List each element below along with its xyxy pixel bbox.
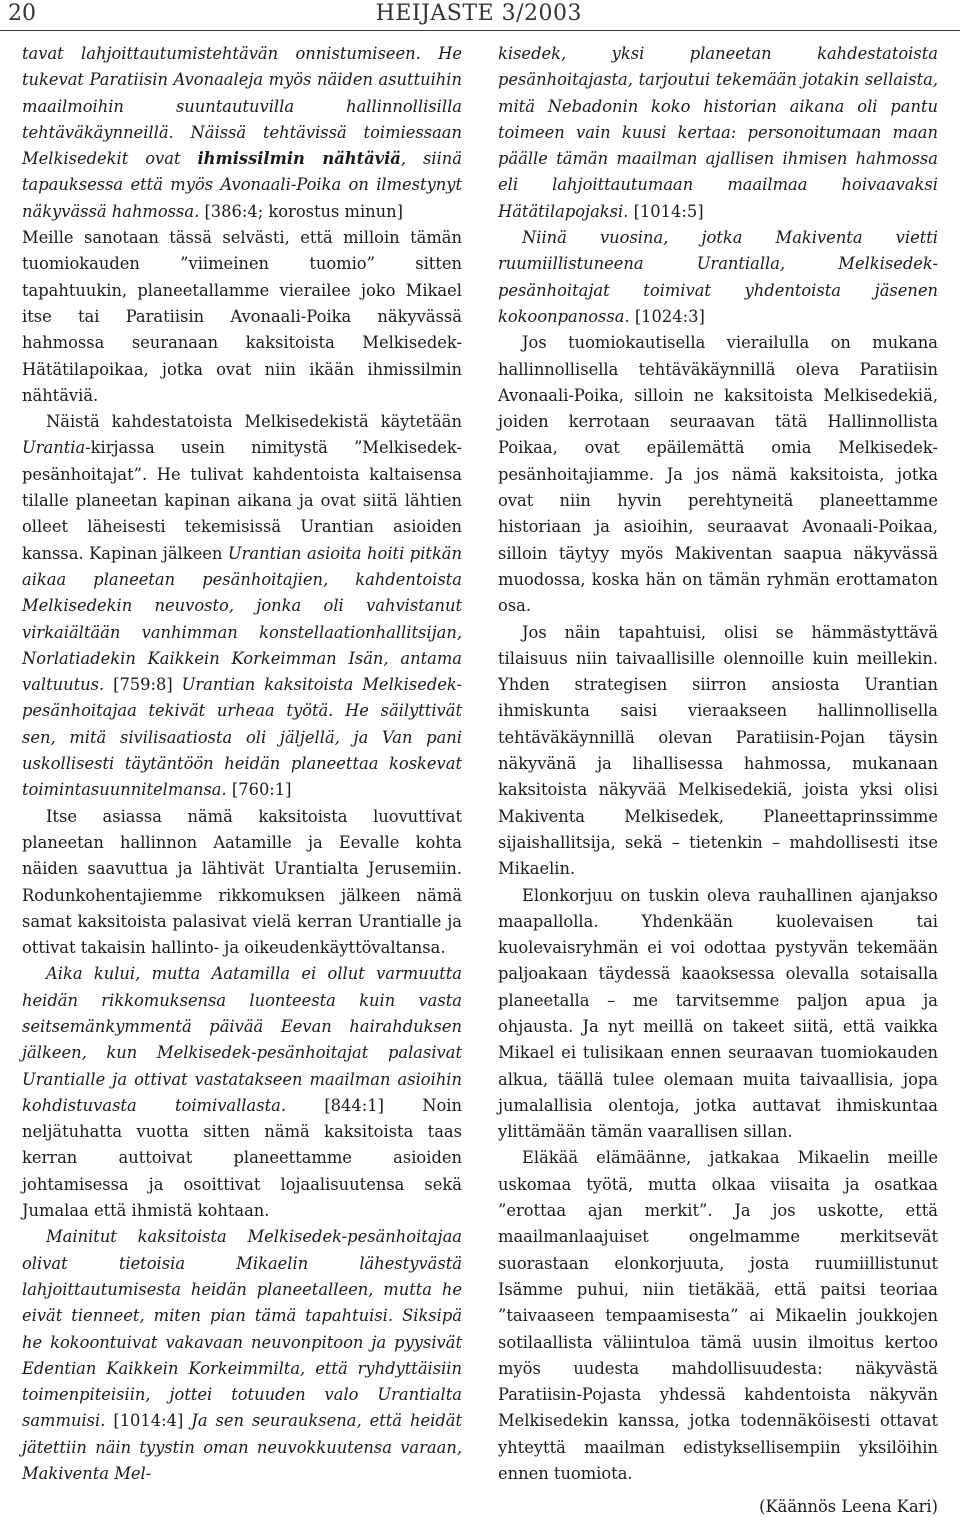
citation: [1014:4]	[105, 1411, 192, 1431]
book-title: Urantia	[22, 438, 86, 458]
quote-text: Urantian kaksitoista Melkisedek-pesänhoitajaa tekivät urheaa työtä. He säilyttivät sen, mitä sivilisaatiosta oli jäljellä, ja Van pani uskollisesti täytäntöön heidän planeettaa koskevat toimintasuunnitelmansa.	[22, 675, 462, 800]
page-number: 20	[8, 1, 36, 26]
page-header	[0, 0, 960, 30]
quote-text: Niinä vuosina, jotka Makiventa vietti ruumiillistuneena Urantialla, Melkisedek-pesänhoitajat toimivat yhdentoista jäsenen kokoonpanossa.	[498, 228, 938, 326]
paragraph	[498, 225, 938, 330]
quote-text: Mainitut kaksitoista Melkisedek-pesänhoitajaa olivat tietoisia Mikaelin lähestyvästä lahjoittautumisesta heidän planeetalleen, mutta he eivät tienneet, miten pian tämä tapahtuisi. Siksipä he kokoontuivat vakavaan neuvonpitoon ja pyysivät Edentian Kaikkein Korkeimmilta, että ryhdyttäisiin toimenpiteisiin, jottei totuuden valo Urantialta sammuisi.	[22, 1227, 462, 1431]
paragraph: Elonkorjuu on tuskin oleva rauhallinen ajanjakso maapallolla. Yhdenkään kuolevaisen tai kuolevaisryhmän ei voi odottaa pystyvän tekemään paljoakaan täydessä kaaoksessa olevalla sotaisalla planeetalla – me tarvitsemme paljon apua ja ohjausta. Ja nyt meillä on takeet siitä, että vaikka Mikael ei tulisikaan ennen seuraavan tuomiokauden alkua, täällä tulee olemaan muita taivaallisia, jopa jumalallisia olentoja, jotka auttavat ihmiskuntaa ylittämään tämän vaarallisen sillan.	[498, 885, 938, 1142]
emphasis-text: ihmissilmin nähtäviä	[197, 149, 401, 169]
paragraph: Jos tuomiokautisella vierailulla on mukana hallinnollisella tehtäväkäynnillä oleva Paratiisin Avonaali-Poika, silloin ne kaksitoista Melkisedekiä, joiden kerrotaan seuraavan tätä Hallinnollista Poikaa, ovat epäilemättä omia Melkisedek-pesänhoitajiamme. Ja jos nämä kaksitoista, jotka ovat niin hyvin perehtyneitä planeettamme historiaan ja asioihin, seuraavat Avonaali-Poikaa, silloin täytyy myös Makiventan saapua näkyvässä muodossa, koska hän on tämän ryhmän erottamaton osa.	[498, 333, 938, 616]
paragraph: Aika kului, mutta Aatamilla ei ollut varmuutta heidän rikkomuksensa luonteesta kuin vasta seitsemänkymmentä päivää Eevan hairahduksen jälkeen, kun Melkisedek-pesänhoitajat palasivat Urantialle ja ottivat vastatakseen maailman asioihin kohdistuvasta toimivallasta. [844:1] Noin neljätuhatta vuotta sitten nämä kaksitoista taas kerran auttoivat planeettamme asioiden johtamisessa ja osoittivat lojaalisuutensa sekä Jumalaa että ihmistä kohtaan.	[22, 964, 462, 1221]
paragraph	[22, 41, 462, 225]
header-rule	[0, 30, 960, 31]
citation: [1024:3]	[629, 306, 705, 326]
paragraph	[22, 1224, 462, 1487]
paragraph: Jos näin tapahtuisi, olisi se hämmästyttävä tilaisuus niin taivaallisille olennoille kuin meillekin. Yhden strategisen siirron ansiosta Urantian ihmiskunta saisi vieraakseen hallinnollisella tehtäväkäynnillä olevan Paratiisin-Pojan täysin näkyvänä ja lihallisessa hahmossa, mukanaan kaksitoista näkyvää Melkisedekiä, joista yksi olisi Makiventa Melkisedek, Planeettaprinssimme sijaishallitsija, sekä – tietenkin – mahdollisesti itse Mikaelin.	[498, 622, 938, 879]
paragraph: Eläkää elämäänne, jatkakaa Mikaelin meille uskomaa työtä, mutta olkaa viisaita ja osatkaa ”erottaa ajan merkit”. Ja jos uskotte, että maailmanlaajuiset ongelmamme merkitsevät suorastaan elonkorjuuta, josta ruumiillistunut Isämme puhui, niin tietäkää, että paitsi teoriaa ”taivaaseen tempaamisesta” ai Mikaelin joukkojen sotilaallista väliintuloa tämä uusin ilmoitus kertoo myös uudesta mahdollisuudesta: näkyvästä Paratiisin-Pojasta yhdessä kahdentoista näkyvän Melkisedekin kanssa, jotka todennäköisesti ottavat yhteyttä maailman edistyksellisempiin yksilöihin ennen tuomiota.	[498, 1148, 938, 1484]
paragraph	[498, 41, 938, 225]
quote-text: Urantian asioita hoiti pitkän aikaa planeetan pesänhoitajien, kahdentoista Melkisedekin neuvosto, jonka oli vahvistanut virkaiältään vanhimman konstellaationhallitsijan, Norlatiadekin Kaikkein Korkeimman Isän, antama valtuutus.	[22, 543, 462, 695]
quote-text: Ja sen seurauksena, että heidät jätettiin näin tyystin oman neuvokkuutensa varaan, Makiventa Mel-	[22, 1411, 462, 1484]
paragraph: Näistä kahdestatoista Melkisedekistä käytetään Urantia-kirjassa usein nimitystä ”Melkisedek-pesänhoitajat”. He tulivat kahdentoista kaltaisensa tilalle planeetan kapinan aikana ja ovat siitä lähtien olleet läheisesti tekemisissä Urantian asioiden kanssa. Kapinan jälkeen Urantian asioita hoiti pitkän aikaa planeetan pesänhoitajien, kahdentoista Melkisedekin neuvosto, jonka oli vahvistanut virkaiältään vanhimman konstellaationhallitsijan, Norlatiadekin Kaikkein Korkeimman Isän, antama valtuutus. [759:8] Urantian kaksitoista Melkisedek-pesänhoitajaa tekivät urheaa työtä. He säilyttivät sen, mitä sivilisaatiosta oli jäljellä, ja Van pani uskollisesti täytäntöön heidän planeettaa koskevat toimintasuunnitelmansa. [760:1]	[22, 412, 462, 800]
magazine-issue: HEIJASTE 3/2003	[375, 1, 582, 26]
quote-text: kisedek, yksi planeetan kahdestatoista pesänhoitajasta, tarjoutui tekemään jotakin sellaista, mitä Nebadonin koko historian aikana oli pantu toimeen vain kuusi kertaa: personoitumaan maan päälle tämän maailman ajallisen ihmisen hahmossa eli lahjoittautumaan maailmaa hoivaavaksi Hätätilapojaksi.	[498, 44, 938, 221]
citation: [760:1]	[226, 780, 292, 800]
citation: [759:8]	[104, 675, 182, 695]
translator-credit: (Käännös Leena Kari)	[759, 1497, 938, 1517]
right-column	[498, 41, 938, 1521]
left-column	[22, 41, 462, 1487]
quote-text: , siinä tapauksessa että myös Avonaali-Poika on ilmestynyt näkyvässä hahmossa.	[22, 149, 462, 221]
paragraph: Itse asiassa nämä kaksitoista luovuttivat planeetan hallinnon Aatamille ja Eevalle kohta näiden saavuttua ja lähtivät Urantialta Jerusemiin. Rodunkohentajiemme rikkomuksen jälkeen nämä samat kaksitoista palasivat vielä kerran Urantialle ja ottivat takaisin hallinto- ja oikeudenkäyttövaltansa.	[22, 806, 462, 958]
paragraph: Meille sanotaan tässä selvästi, että milloin tämän tuomiokauden ”viimeinen tuomio” sitten tapahtuukin, planeetallamme vierailee joko Mikael itse tai Paratiisin Avonaali-Poika näkyvässä hahmossa seuranaan kaksitoista Melkisedek-Hätätilapoikaa, jotka ovat niin ikään ihmissilmin nähtäviä.	[22, 228, 462, 405]
quote-text: tavat lahjoittautumistehtävän onnistumiseen. He tukevat Paratiisin Avonaaleja myös näiden asuttuihin maailmoihin suuntautuvilla hallinnollisilla tehtäväkäynneillä. Näissä tehtävissä toimiessaan Melkisedekit ovat	[22, 44, 462, 169]
citation: [1014:5]	[628, 201, 704, 221]
citation: [386:4; korostus minun]	[199, 201, 403, 221]
quote-text: Aika kului, mutta Aatamilla ei ollut varmuutta heidän rikkomuksensa luonteesta kuin vasta seitsemänkymmentä päivää Eevan hairahduksen jälkeen, kun Melkisedek-pesänhoitajat palasivat Urantialle ja ottivat vastatakseen maailman asioihin kohdistuvasta toimivallasta.	[22, 964, 462, 1115]
